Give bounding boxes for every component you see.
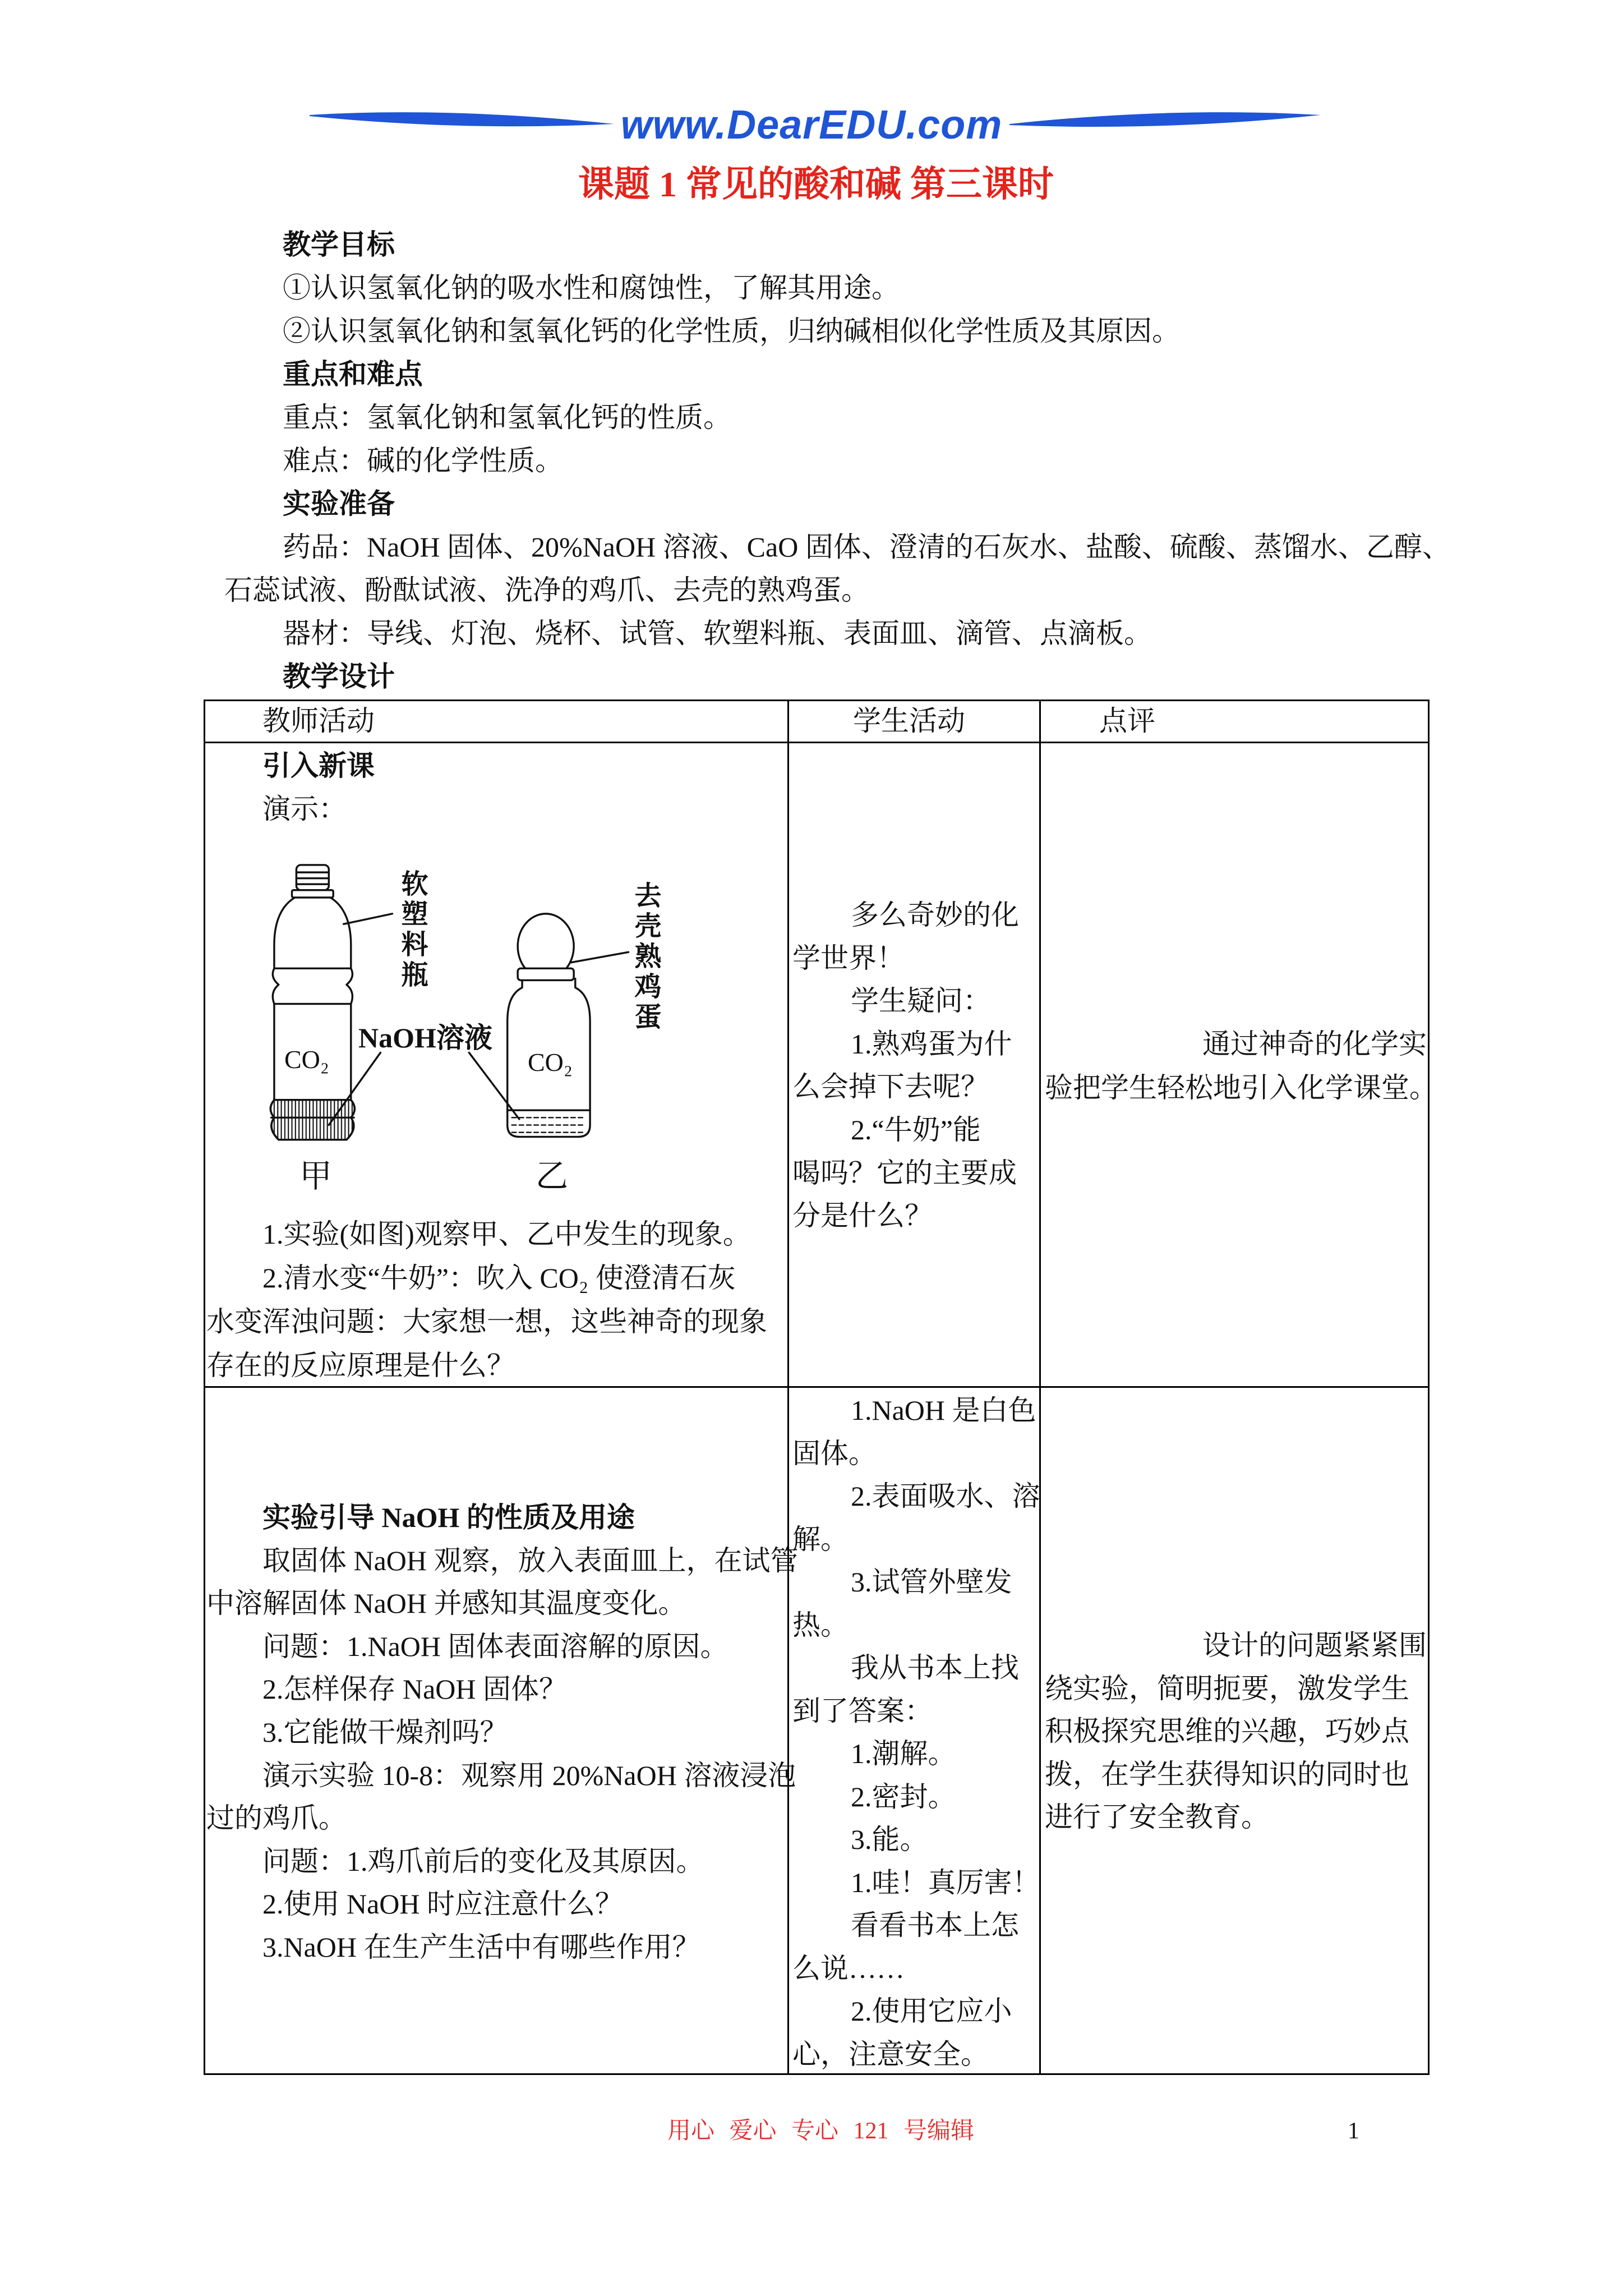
text-line: 过的鸡爪。 xyxy=(206,1802,347,1834)
site-logo: www.DearEDU.com xyxy=(620,103,1003,148)
text-line: 么会掉下去呢？ xyxy=(792,1071,989,1103)
row2-teacher-activity xyxy=(206,1496,799,1969)
text-line: 学世界！ xyxy=(792,942,905,974)
page-number: 1 xyxy=(1348,2118,1359,2144)
text-line: 积极探究思维的兴趣，巧妙点 xyxy=(1045,1715,1409,1747)
text-line: 多么奇妙的化 xyxy=(851,899,1019,931)
text-line: 热。 xyxy=(792,1609,849,1641)
experiment-figure xyxy=(258,849,679,1208)
text-line: 演示实验 10-8：观察用 20%NaOH 溶液浸泡 xyxy=(262,1759,796,1791)
section-heading: 引入新课 xyxy=(262,750,375,781)
gas-label-bottle: CO₂ xyxy=(284,1045,329,1074)
text-line: 3.试管外壁发 xyxy=(851,1566,1012,1598)
row2-comment-cell xyxy=(1041,1388,1430,2075)
text-line: 心，注意安全。 xyxy=(792,2038,989,2070)
text-line: 1.哇！真厉害！ xyxy=(851,1866,1040,1898)
section-heading: 教学设计 xyxy=(283,661,395,692)
row2-student-activity xyxy=(792,1389,1040,2076)
text-line: 解。 xyxy=(792,1523,849,1555)
text-line: 2.使用它应小 xyxy=(851,1995,1012,2027)
text-line: 药品：NaOH 固体、20%NaOH 溶液、CaO 固体、澄清的石灰水、盐酸、硫酸、蒸馏水、乙醇、 xyxy=(283,531,1450,563)
text-line: 水变浑浊问题：大家想一想，这些神奇的现象 xyxy=(206,1306,767,1337)
row1-teacher-intro xyxy=(206,744,375,831)
text-line: 3.能。 xyxy=(851,1824,928,1855)
header-cell-student xyxy=(789,701,1041,743)
bottle-collar xyxy=(292,890,334,898)
gas-label-jar: CO₂ xyxy=(528,1048,573,1076)
text-line: 么说…… xyxy=(792,1952,905,1984)
text-line: 到了答案： xyxy=(792,1695,933,1727)
text-line: 设计的问题紧紧围 xyxy=(1202,1630,1427,1661)
row1-teacher-questions xyxy=(206,1212,767,1387)
column-header-student: 学生活动 xyxy=(853,705,965,737)
text-line: 进行了安全教育。 xyxy=(1045,1801,1269,1833)
text-line: 器材：导线、灯泡、烧杯、试管、软塑料瓶、表面皿、滴管、点滴板。 xyxy=(283,618,1152,649)
text-line: 3.NaOH 在生产生活中有哪些作用？ xyxy=(262,1931,700,1963)
text-line: 问题：1.鸡爪前后的变化及其原因。 xyxy=(262,1845,704,1877)
text-line: ①认识氢氧化钠的吸水性和腐蚀性，了解其用途。 xyxy=(283,272,900,303)
text-line: 看看书本上怎 xyxy=(851,1910,1019,1941)
row1-student-activity xyxy=(792,894,1019,1237)
teaching-design-table xyxy=(204,700,1437,2075)
page-title: 课题 1 常见的酸和碱 第三课时 xyxy=(578,164,1054,204)
egg-label: 去壳熟鸡蛋 xyxy=(630,881,660,1033)
text-line: 中溶解固体 NaOH 并感知其温度变化。 xyxy=(206,1588,686,1619)
column-header-comment: 点评 xyxy=(1099,705,1155,737)
bottle-label-leader xyxy=(344,914,393,924)
text-line: 绕实验，简明扼要，激发学生 xyxy=(1045,1672,1409,1704)
row1-comment xyxy=(1045,1022,1437,1110)
row2-teacher-cell xyxy=(205,1388,799,2075)
text-line: 2.表面吸水、溶 xyxy=(851,1480,1040,1512)
jar-mouth-rim xyxy=(518,968,574,980)
text-line: 我从书本上找 xyxy=(851,1652,1019,1683)
text-line: 重点：氢氧化钠和氢氧化钙的性质。 xyxy=(283,402,731,433)
figure-label-a: 甲 xyxy=(299,1158,333,1194)
text-line: 通过神奇的化学实 xyxy=(1202,1028,1427,1060)
header-cell-comment xyxy=(1041,701,1430,743)
text-line: 3.它能做干燥剂吗？ xyxy=(262,1716,508,1748)
row2-comment xyxy=(1045,1624,1427,1839)
section-heading: 实验引导 NaOH 的性质及用途 xyxy=(262,1502,635,1533)
text-line: 分是什么？ xyxy=(792,1200,933,1232)
text-line: 固体。 xyxy=(792,1437,877,1469)
row2-student-cell xyxy=(789,1388,1041,2075)
text-line: 学生疑问： xyxy=(851,985,991,1017)
text-line: 拨，在学生获得知识的同时也 xyxy=(1045,1758,1409,1790)
section-heading: 教学目标 xyxy=(283,229,395,260)
text-line: 2.“牛奶”能 xyxy=(851,1114,981,1145)
header-cell-teacher xyxy=(205,701,789,743)
text-line: 2.怎样保存 NaOH 固体？ xyxy=(262,1673,568,1705)
row1-student-cell xyxy=(789,743,1041,1388)
text-line: 难点：碱的化学性质。 xyxy=(283,445,563,476)
text-line: 2.密封。 xyxy=(851,1780,956,1812)
section-heading: 重点和难点 xyxy=(283,358,423,390)
row1-teacher-cell xyxy=(205,743,789,1388)
solution-label: NaOH溶液 xyxy=(358,1022,492,1053)
text-line: 验把学生轻松地引入化学课堂。 xyxy=(1045,1072,1437,1103)
lesson-overview xyxy=(224,223,1450,698)
text-line: 1.NaOH 是白色 xyxy=(851,1395,1036,1426)
text-line: 石蕊试液、酚酞试液、洗净的鸡爪、去壳的熟鸡蛋。 xyxy=(224,574,869,606)
text-line: 演示： xyxy=(262,793,347,825)
text-line: 喝吗？它的主要成 xyxy=(792,1157,1017,1189)
row1-comment-cell xyxy=(1041,743,1437,1388)
section-heading: 实验准备 xyxy=(283,488,395,519)
text-line: 问题：1.NaOH 固体表面溶解的原因。 xyxy=(262,1630,728,1662)
text-line: 2.清水变“牛奶”：吹入 CO₂ 使澄清石灰 xyxy=(262,1262,736,1294)
egg-label-leader xyxy=(571,952,629,962)
text-line: 存在的反应原理是什么？ xyxy=(206,1350,515,1381)
text-line: 2.使用 NaOH 时应注意什么？ xyxy=(262,1888,624,1920)
text-line: ②认识氢氧化钠和氢氧化钙的化学性质，归纳碱相似化学性质及其原因。 xyxy=(283,315,1180,347)
bottle-label: 软塑料瓶 xyxy=(397,869,427,991)
text-line: 1.潮解。 xyxy=(851,1738,956,1769)
text-line: 取固体 NaOH 观察，放入表面皿上，在试管 xyxy=(262,1544,799,1576)
text-line: 1.熟鸡蛋为什 xyxy=(851,1028,1012,1060)
figure-label-b: 乙 xyxy=(536,1158,569,1194)
text-line: 1.实验(如图)观察甲、乙中发生的现象。 xyxy=(262,1218,751,1250)
footer-text: 用心 爱心 专心 121 号编辑 xyxy=(667,2118,975,2144)
column-header-teacher: 教师活动 xyxy=(262,705,375,737)
